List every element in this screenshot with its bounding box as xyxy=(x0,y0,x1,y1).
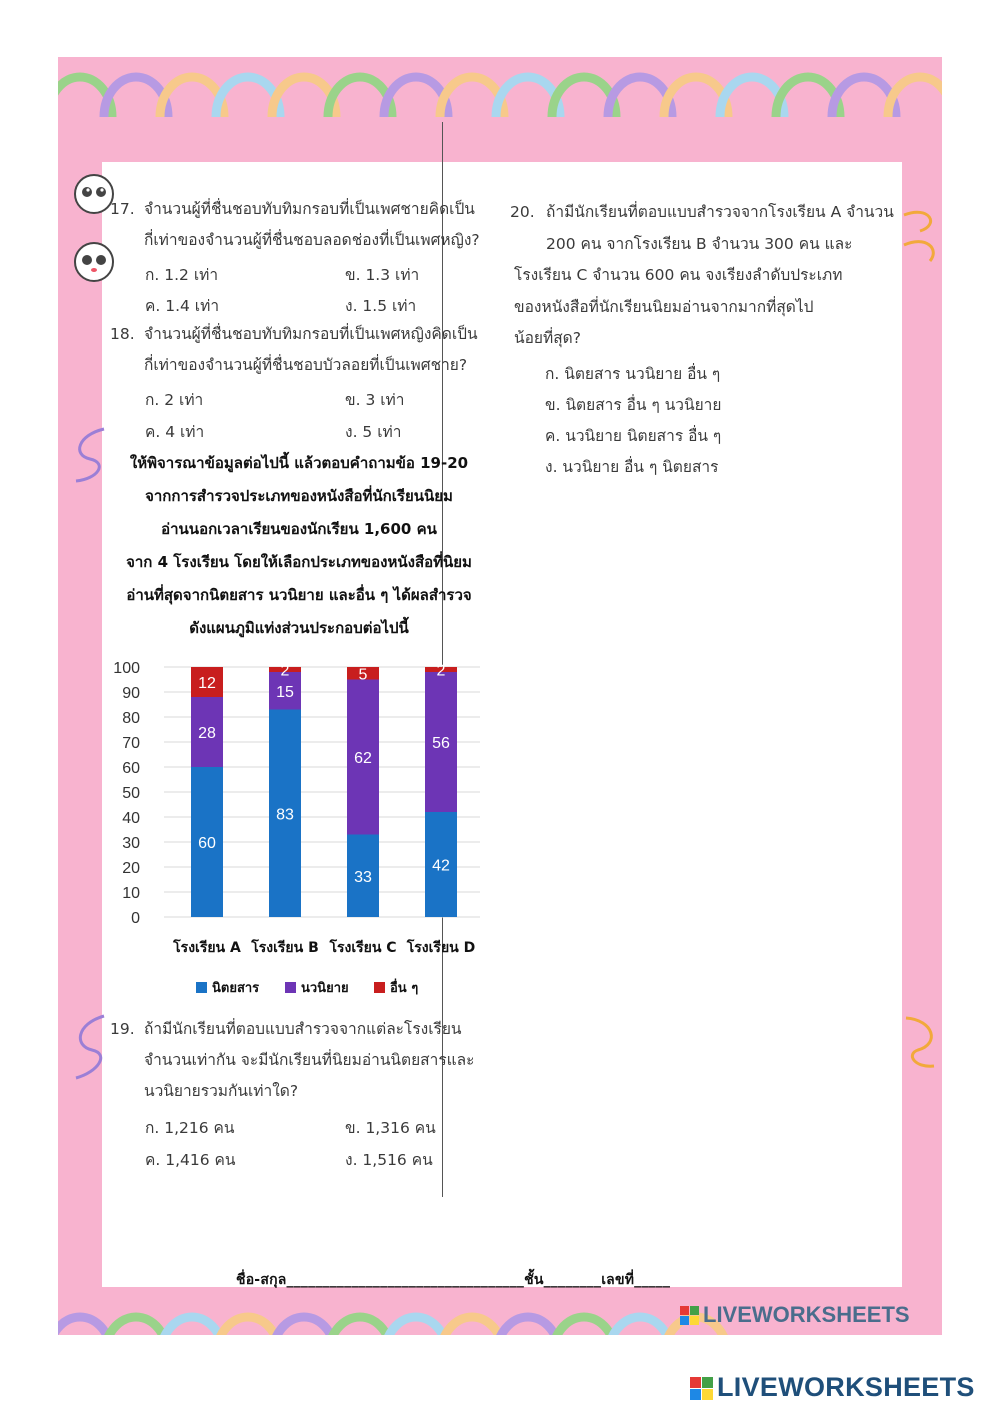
legend-label: อื่น ๆ xyxy=(390,981,419,996)
question-text: จำนวนผู้ที่ชื่นชอบทับทิมกรอบที่เป็นเพศชายคิดเป็น xyxy=(144,200,475,218)
option-c[interactable]: ค. 1.4 เท่า xyxy=(145,297,220,315)
y-tick-label: 80 xyxy=(122,710,140,727)
scallop-border-top xyxy=(58,57,942,117)
y-tick-label: 10 xyxy=(122,885,140,902)
instruction-line: จากการสำรวจประเภทของหนังสือที่นักเรียนนิยม xyxy=(145,487,453,505)
brand-name: LIVEWORKSHEETS xyxy=(717,1372,975,1402)
liveworksheets-brand[interactable] xyxy=(690,1372,975,1403)
x-tick-label: โรงเรียน C xyxy=(329,940,397,956)
squiggle-doodle-icon xyxy=(68,425,112,485)
option-b[interactable]: ข. 1,316 คน xyxy=(345,1119,436,1137)
data-label: 56 xyxy=(432,735,450,752)
y-tick-label: 100 xyxy=(113,660,140,677)
y-tick-label: 70 xyxy=(122,735,140,752)
instruction-line: ดังแผนภูมิแท่งส่วนประกอบต่อไปนี้ xyxy=(189,619,409,637)
instruction-line: ให้พิจารณาข้อมูลต่อไปนี้ แล้วตอบคำถามข้อ 19-20 xyxy=(129,454,469,472)
data-label: 42 xyxy=(432,857,450,875)
question-number: 18. xyxy=(110,325,135,343)
option-b[interactable]: ข. 3 เท่า xyxy=(345,391,405,409)
option-d[interactable]: ง. 1,516 คน xyxy=(345,1151,433,1169)
legend-swatch xyxy=(374,982,385,993)
option-a[interactable]: ก. นิตยสาร นวนิยาย อื่น ๆ xyxy=(545,365,721,383)
question-text: กี่เท่าของจำนวนผู้ที่ชื่นชอบลอดช่องที่เป็นเพศหญิง? xyxy=(144,231,480,249)
data-label: 2 xyxy=(280,662,290,680)
legend-label: นวนิยาย xyxy=(301,981,349,996)
legend-label: นิตยสาร xyxy=(212,981,260,996)
data-label: 62 xyxy=(354,750,372,767)
option-d[interactable]: ง. 5 เท่า xyxy=(345,423,402,441)
question-number: 20. xyxy=(510,203,535,221)
option-b[interactable]: ข. 1.3 เท่า xyxy=(345,266,420,284)
legend-swatch xyxy=(285,982,296,993)
question-text: จำนวนเท่ากัน จะมีนักเรียนที่นิยมอ่านนิตยสารและ xyxy=(144,1051,475,1069)
y-tick-label: 60 xyxy=(122,760,140,777)
option-a[interactable]: ก. 2 เท่า xyxy=(145,391,204,409)
data-label: 12 xyxy=(198,675,216,692)
data-label: 33 xyxy=(354,868,372,886)
name-class-number-line[interactable]: ชื่อ-สกุล_________________________________ชั้น________เลขที่_____ xyxy=(236,1272,671,1288)
y-tick-label: 30 xyxy=(122,835,140,852)
x-tick-label: โรงเรียน A xyxy=(173,940,241,956)
data-label: 83 xyxy=(276,806,294,824)
liveworksheets-logo-icon xyxy=(680,1306,700,1326)
question-text: นวนิยายรวมกันเท่าใด? xyxy=(144,1082,299,1100)
liveworksheets-watermark xyxy=(680,1302,910,1328)
option-b[interactable]: ข. นิตยสาร อื่น ๆ นวนิยาย xyxy=(545,396,722,414)
question-text: 200 คน จากโรงเรียน B จำนวน 300 คน และ xyxy=(546,234,853,253)
option-c[interactable]: ค. นวนิยาย นิตยสาร อื่น ๆ xyxy=(545,427,722,445)
question-text: ของหนังสือที่นักเรียนนิยมอ่านจากมากที่สุดไป xyxy=(514,297,814,316)
question-17 xyxy=(110,194,495,256)
legend-swatch xyxy=(196,982,207,993)
question-text: กี่เท่าของจำนวนผู้ที่ชื่นชอบบัวลอยที่เป็นเพศชาย? xyxy=(144,356,468,374)
data-label: 2 xyxy=(436,662,446,680)
instruction-line: อ่านนอกเวลาเรียนของนักเรียน 1,600 คน xyxy=(161,520,437,538)
instruction-block xyxy=(110,447,488,645)
y-tick-label: 50 xyxy=(122,785,140,802)
question-19 xyxy=(110,1014,495,1107)
instruction-line: อ่านที่สุดจากนิตยสาร นวนิยาย และอื่น ๆ ได้ผลสำรวจ xyxy=(126,586,472,604)
squiggle-doodle-icon xyxy=(900,1010,944,1070)
option-c[interactable]: ค. 1,416 คน xyxy=(145,1151,236,1169)
y-tick-label: 0 xyxy=(131,910,140,927)
question-text: น้อยที่สุด? xyxy=(514,329,581,347)
option-c[interactable]: ค. 4 เท่า xyxy=(145,423,205,441)
question-text: โรงเรียน C จำนวน 600 คน จงเรียงลำดับประเภท xyxy=(514,266,843,284)
y-tick-label: 20 xyxy=(122,860,140,877)
question-text: ถ้ามีนักเรียนที่ตอบแบบสำรวจจากโรงเรียน A จำนวน xyxy=(546,203,894,221)
data-label: 5 xyxy=(358,666,368,684)
question-number: 19. xyxy=(110,1020,135,1038)
x-tick-label: โรงเรียน B xyxy=(251,940,319,956)
x-tick-label: โรงเรียน D xyxy=(406,940,476,956)
option-a[interactable]: ก. 1,216 คน xyxy=(145,1119,235,1137)
brand-name: LIVEWORKSHEETS xyxy=(703,1302,910,1327)
y-tick-label: 40 xyxy=(122,810,140,827)
data-label: 28 xyxy=(198,725,216,742)
squiggle-doodle-icon xyxy=(900,205,944,265)
y-tick-label: 90 xyxy=(122,685,140,702)
stacked-bar-chart xyxy=(108,655,498,1005)
data-label: 60 xyxy=(198,835,216,852)
option-d[interactable]: ง. 1.5 เท่า xyxy=(345,297,417,315)
question-text: ถ้ามีนักเรียนที่ตอบแบบสำรวจจากแต่ละโรงเรียน xyxy=(144,1020,462,1038)
liveworksheets-logo-icon xyxy=(690,1377,714,1401)
option-a[interactable]: ก. 1.2 เท่า xyxy=(145,266,219,284)
question-number: 17. xyxy=(110,200,135,218)
option-d[interactable]: ง. นวนิยาย อื่น ๆ นิตยสาร xyxy=(545,458,719,476)
question-20 xyxy=(510,197,900,355)
instruction-line: จาก 4 โรงเรียน โดยให้เลือกประเภทของหนังสือที่นิยม xyxy=(126,553,472,571)
question-18 xyxy=(110,319,495,381)
question-text: จำนวนผู้ที่ชื่นชอบทับทิมกรอบที่เป็นเพศหญิงคิดเป็น xyxy=(144,325,478,343)
data-label: 15 xyxy=(276,683,294,701)
squiggle-doodle-icon xyxy=(68,1012,112,1082)
